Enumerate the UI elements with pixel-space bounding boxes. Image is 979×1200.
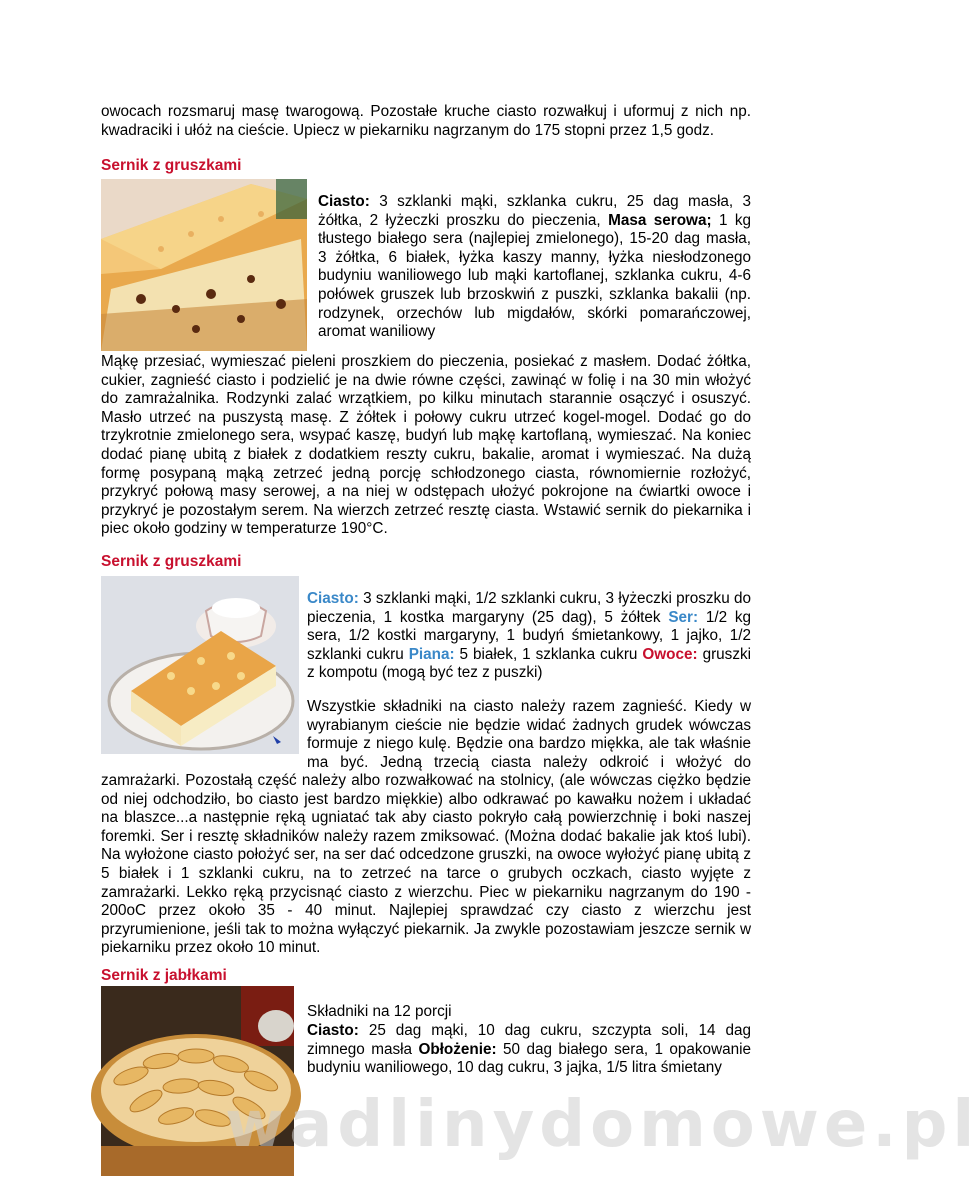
intro-line-2: kwadraciki i ułóż na cieście. Upiecz w piekarniku nagrzanym do 175 stopni przez 1,5 godz. — [101, 122, 715, 139]
owoce-label: Owoce: — [642, 645, 698, 663]
recipe-3-ingredients — [307, 1022, 751, 1078]
recipe-2-method-side: Wszystkie składniki na ciasto należy razem zagnieść. Kiedy w wyrabianym cieście nie będzie widać żadnych grudek wówczas formuje z niego kulę. Będzie ona bardzo miękka, ale tak właśnie ma być. Jedną trzecią ciasta należy odkroić i włożyć do — [307, 698, 751, 771]
piana-text: 5 białek, 1 szklanka cukru — [459, 645, 638, 663]
ciasto-label: Ciasto: — [307, 1022, 359, 1039]
recipe-3-title: Sernik z jabłkami — [101, 967, 227, 984]
recipe-1-ingredients — [318, 193, 751, 342]
intro-line-1: owocach rozsmaruj masę twarogową. Pozostałe kruche ciasto rozwałkuj i uformuj z nich np. — [101, 103, 751, 120]
ciasto-text: 3 szklanki mąki, 1/2 szklanki cukru, 3 łyżeczki proszku do pieczenia, 1 kostka margaryny (25 dag), 5 żółtek — [307, 590, 752, 626]
ciasto-text: 25 dag mąki, 10 dag cukru, szczypta soli, 14 dag zimnego masła — [307, 1022, 751, 1058]
cheesecake-photo-2 — [101, 576, 299, 754]
ciasto-label: Ciasto: — [307, 590, 359, 607]
cheesecake-photo-1 — [101, 179, 307, 351]
piana-label: Piana: — [408, 645, 455, 663]
recipe-1-title: Sernik z gruszkami — [101, 157, 242, 174]
ciasto-label: Ciasto: — [318, 193, 370, 210]
recipe-3-portions: Składniki na 12 porcji — [307, 1003, 452, 1020]
oblozenie-label: Obłożenie: — [418, 1040, 497, 1058]
site-watermark: wadlinydomowe.pl — [225, 1088, 979, 1162]
owoce-text: gruszki z kompotu (mogą być tez z puszki) — [307, 645, 752, 682]
recipe-1-method: Mąkę przesiać, wymieszać pieleni proszkiem do pieczenia, posiekać z masłem. Dodać żółtka, cukier, zagnieść ciasto i podzielić je na dwie równe części, zawinąć w folię i na 30 min włożyć do zamrażalnika. Rodzynki zalać wrzątkiem, po kilku minutach starannie osączyć i osuszyć. Masło utrzeć na puszystą masę. Z żółtek i połowy cukru utrzeć kogel-mogel. Dodać go do trzykrotnie zmielonego sera, wsypać kaszę, budyń lub mąkę kartoflaną, wymieszać. Na koniec dodać pianę ubitą z białek z dodatkiem reszty cukru, bakalie, aromat i wymieszać. Na dużą formę posypaną mąką zetrzeć jedną porcję schłodzonego ciasta, równomiernie rozłożyć, przykryć połową masy serowej, a na niej w odstępach ułożyć pokrojone na ćwiartki owoce i przykryć je pozostałym serem. Na wierzch zetrzeć resztę ciasta. Wstawić sernik do piekarnika i piec około godziny w temperaturze 190°C. — [101, 353, 751, 538]
recipe-2-method-full: zamrażarki. Pozostałą część należy albo rozwałkować na stolnicy, (ale wówczas ciężko będzie od niej odchodziło, bo ciasto jest bardzo miękkie) albo odkrawać po kawałku nożem i układać na blaszce...a następnie ręką ugniatać tak aby ciasto pokryło całą powierzchnię i boki naszej foremki. Ser i resztę składników należy razem zmiksować. (Można dodać bakalie jak ktoś lubi). Na wyłożone ciasto położyć ser, na ser dać odcedzone gruszki, na owoce wyłożyć pianę ubitą z 5 białek i 1 szklanki cukru, na to zetrzeć na tarce o grubych oczkach, ciasto wyjęte z zamrażarki. Lekko ręką przycisnąć ciasto z wierzchu. Piec w piekarniku nagrzanym do 190 - 200oC przez około 35 - 40 minut. Najlepiej sprawdzać czy ciasto z wierzchu jest przyrumienione, jeśli tak to można wyłączyć piekarnik. Ja zwykle pozostawiam jeszcze sernik w piekarniku przez około 10 minut. — [101, 772, 751, 957]
recipe-2-title: Sernik z gruszkami — [101, 553, 242, 570]
ser-label: Ser: — [668, 608, 699, 626]
recipe-2-ingredients — [307, 590, 751, 683]
ser-text: 1/2 kg sera, 1/2 kostki margaryny, 1 budyń śmietankowy, 1 jajko, 1/2 szklanki cukru — [307, 608, 751, 663]
oblozenie-text: 50 dag białego sera, 1 opakowanie budyniu waniliowego, 10 dag cukru, 3 jajka, 1/5 litra śmietany — [307, 1040, 752, 1077]
ciasto-text: 3 szklanki mąki, szklanka cukru, 25 dag masła, 3 żółtka, 2 łyżeczki proszku do pieczenia, — [318, 193, 752, 229]
masa-serowa-label: Masa serowa; — [608, 211, 712, 229]
masa-serowa-text: 1 kg tłustego białego sera (najlepiej zmielonego), 15-20 dag masła, 3 żółtka, 6 białek, łyżka kaszy manny, łyżka niesłodzonego budyniu waniliowego lub mąki kartoflanej, szklanka cukru, 4-6 połówek gruszek lub brzoskwiń z puszki, szklanka bakalii (np. rodzynek, orzechów lub migdałów, skórki pomarańczowej, aromat waniliowy — [318, 211, 751, 341]
